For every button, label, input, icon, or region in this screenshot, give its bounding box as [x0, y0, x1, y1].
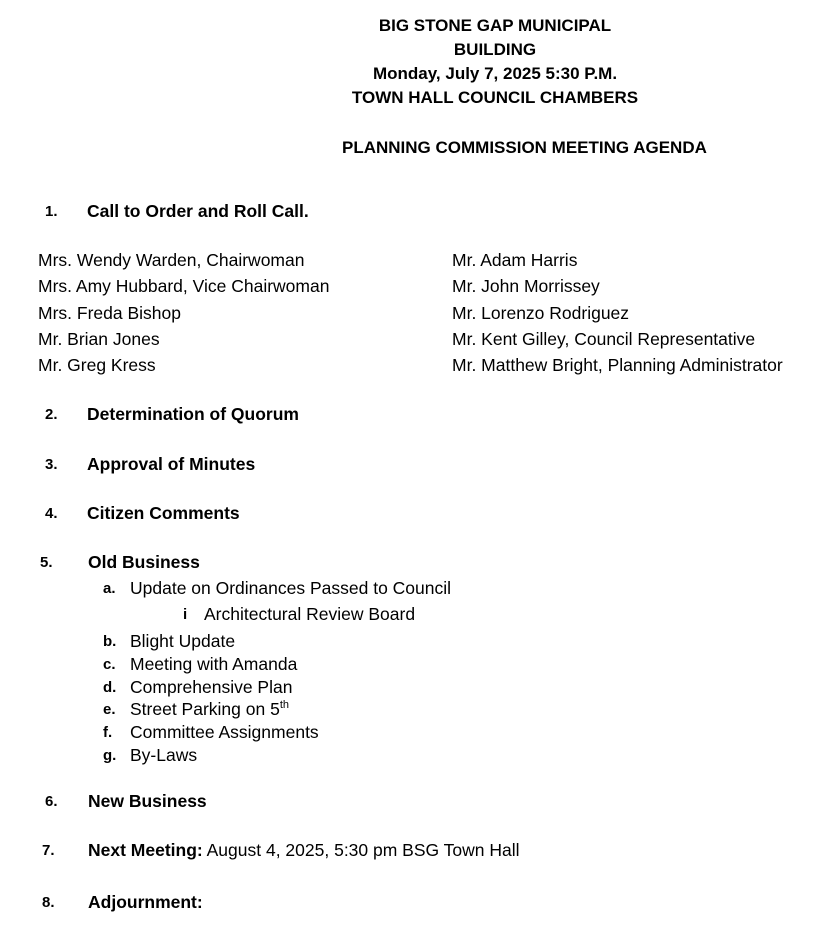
ordinal-superscript: th [279, 699, 289, 712]
roll-member: Mrs. Amy Hubbard, Vice Chairwoman [38, 276, 330, 296]
sub-item-letter: g. [103, 747, 117, 764]
roll-member: Mr. Greg Kress [38, 355, 156, 375]
sub-item-text: Update on Ordinances Passed to Council [130, 578, 452, 598]
item-title-3: Approval of Minutes [87, 454, 256, 474]
sub-item-text: By-Laws [130, 745, 198, 765]
header-line-4: TOWN HALL COUNCIL CHAMBERS [351, 88, 639, 107]
sub-item-letter: f. [103, 724, 113, 741]
roll-member: Mr. Brian Jones [38, 329, 160, 349]
item-title-1: Call to Order and Roll Call. [87, 201, 309, 221]
roll-member: Mrs. Freda Bishop [38, 303, 181, 323]
sub-item-text: Meeting with Amanda [130, 654, 298, 674]
sub-item-main-text: Street Parking on 5 [130, 699, 280, 719]
item-number-6: 6. [45, 793, 58, 810]
item-title-8: Adjournment: [88, 892, 203, 912]
item-title-4: Citizen Comments [87, 503, 240, 523]
sub-item-letter: b. [103, 633, 117, 650]
item-number-4: 4. [45, 505, 58, 522]
header-line-1: BIG STONE GAP MUNICIPAL [378, 16, 612, 35]
header-line-2: BUILDING [453, 40, 537, 59]
roll-member: Mrs. Wendy Warden, Chairwoman [38, 250, 305, 270]
sub-item-text: Blight Update [130, 631, 236, 651]
sub-item-text: Comprehensive Plan [130, 677, 293, 697]
sub-item-letter: d. [103, 679, 117, 696]
next-meeting-detail: August 4, 2025, 5:30 pm BSG Town Hall [202, 840, 520, 860]
roll-member: Mr. Kent Gilley, Council Representative [452, 329, 756, 349]
item-title-7 [88, 840, 520, 861]
next-meeting-label: Next Meeting: [88, 840, 203, 860]
sub-sub-item-text: Architectural Review Board [204, 604, 416, 624]
item-title-2: Determination of Quorum [87, 404, 299, 424]
header-line-3: Monday, July 7, 2025 5:30 P.M. [372, 64, 618, 83]
agenda-title: PLANNING COMMISSION MEETING AGENDA [342, 138, 707, 157]
item-number-8: 8. [42, 894, 55, 911]
roll-member: Mr. Matthew Bright, Planning Administrator [452, 355, 783, 375]
sub-item-text: Committee Assignments [130, 722, 319, 742]
item-number-5: 5. [40, 554, 53, 571]
roll-member: Mr. Lorenzo Rodriguez [452, 303, 630, 323]
document-header [295, 14, 695, 110]
item-number-1: 1. [45, 203, 58, 220]
item-number-2: 2. [45, 406, 58, 423]
sub-item-letter: c. [103, 656, 116, 673]
roll-member: Mr. Adam Harris [452, 250, 578, 270]
item-title-5: Old Business [88, 552, 200, 572]
sub-item-letter: e. [103, 701, 116, 718]
item-number-7: 7. [42, 842, 55, 859]
item-number-3: 3. [45, 456, 58, 473]
item-title-6: New Business [88, 791, 207, 811]
roll-member: Mr. John Morrissey [452, 276, 600, 296]
sub-item-text [130, 699, 289, 720]
sub-sub-item-letter: i [183, 606, 188, 623]
sub-item-letter: a. [103, 580, 116, 597]
